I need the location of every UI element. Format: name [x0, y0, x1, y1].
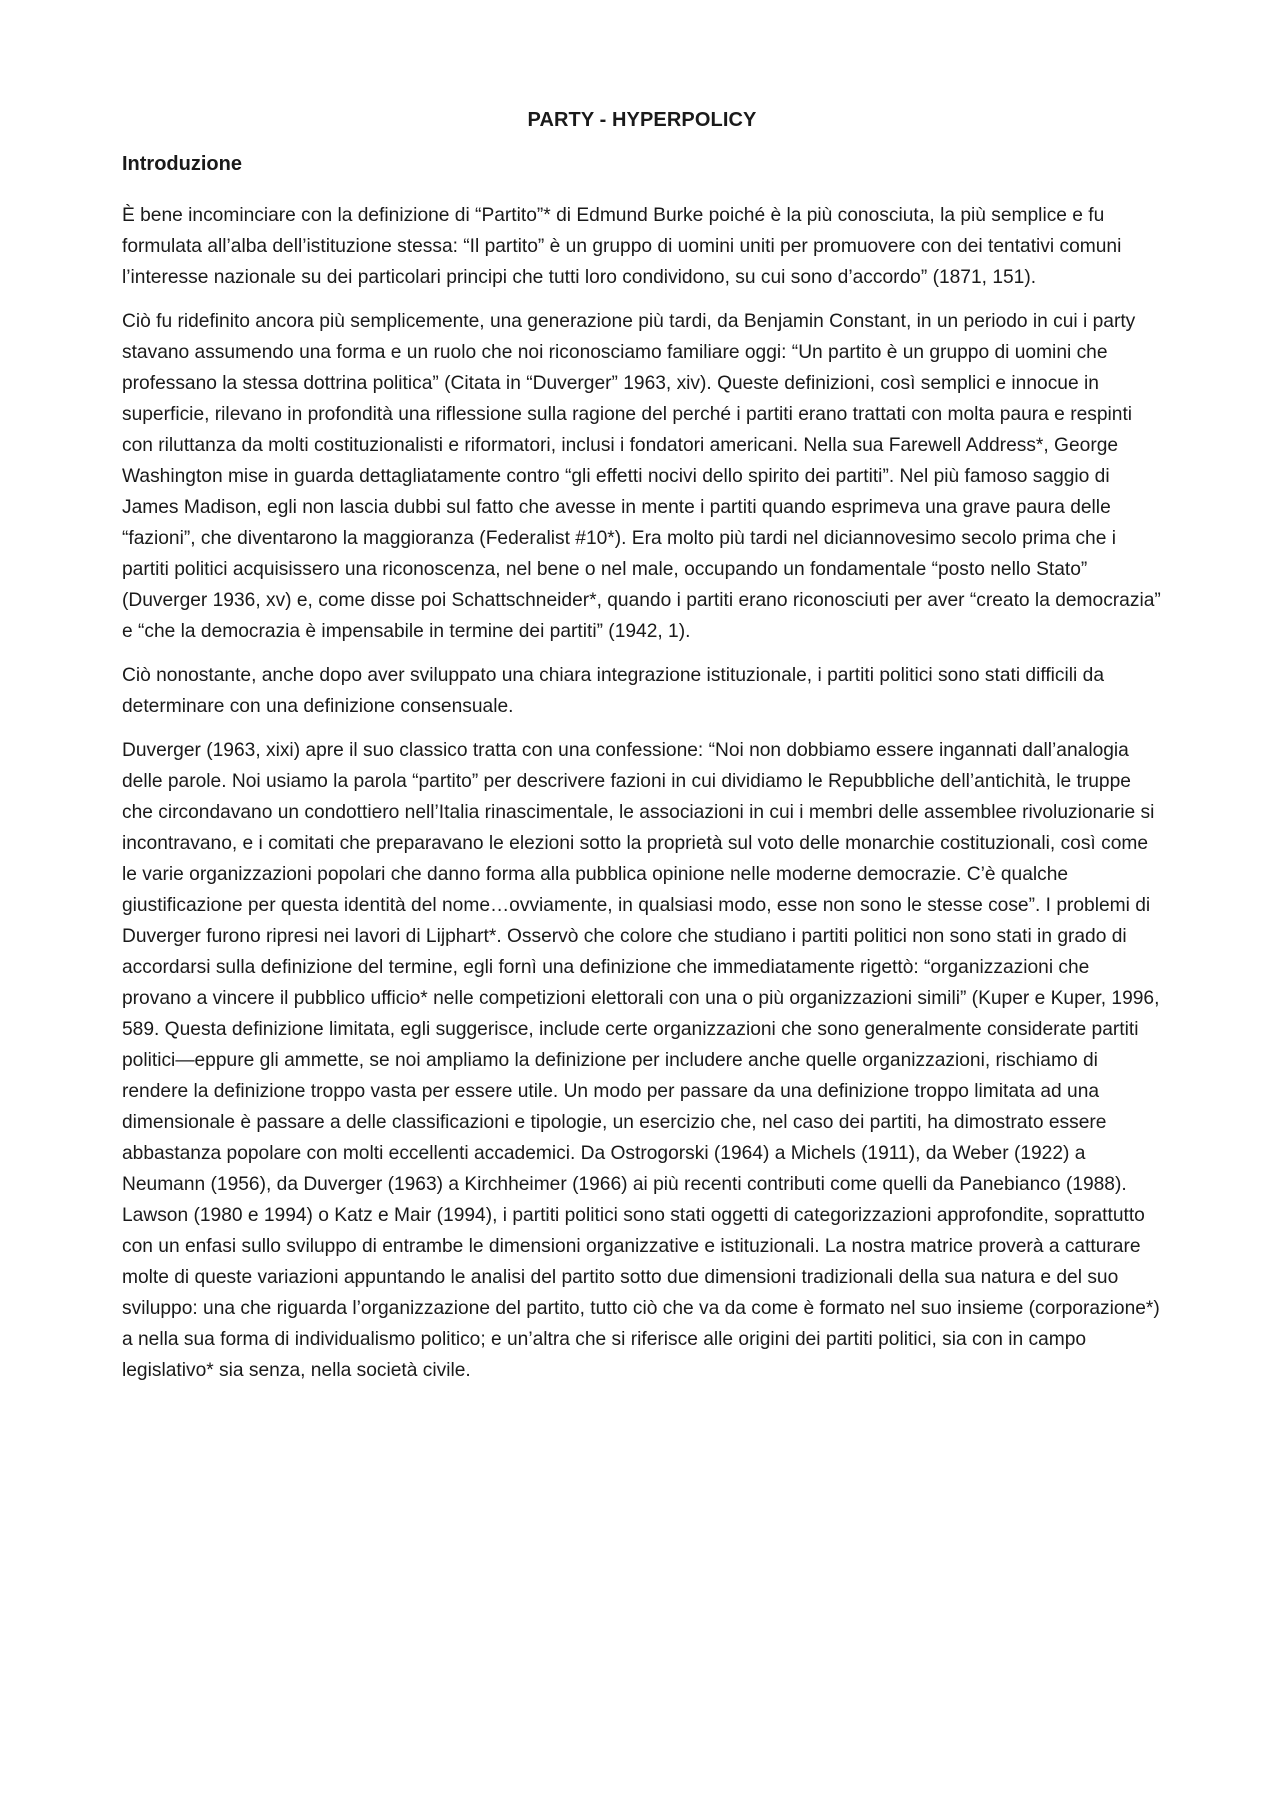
document-page: [122, 108, 1162, 1399]
document-title: PARTY - HYPERPOLICY: [527, 109, 757, 131]
paragraph-4: Duverger (1963, xixi) apre il suo classico tratta con una confessione: “Noi non dobbiamo essere ingannati dall’analogia delle parole. Noi usiamo la parola “partito” per descrivere fazioni in cui dividiamo le Repubbliche dell’antichità, le truppe che circondavano un condottiero nell’Italia rinascimentale, le associazioni in cui i membri delle assemblee rivoluzionarie si incontravano, e i comitati che preparavano le elezioni sotto la proprietà sul voto delle monarchie costituzionali, così come le varie organizzazioni popolari che danno forma alla pubblica opinione nelle moderne democrazie. C’è qualche giustificazione per questa identità del nome…ovviamente, in qualsiasi modo, esse non sono le stesse cose”. I problemi di Duverger furono ripresi nei lavori di Lijphart*. Osservò che colore che studiano i partiti politici non sono stati in grado di accordarsi sulla definizione del termine, egli fornì una definizione che immediatamente rigettò: “organizzazioni che provano a vincere il pubblico ufficio* nelle competizioni elettorali con una o più organizzazioni simili” (Kuper e Kuper, 1996, 589. Questa definizione limitata, egli suggerisce, include certe organizzazioni che sono generalmente considerate partiti politici—eppure gli ammette, se noi ampliamo la definizione per includere anche quelle organizzazioni, rischiamo di rendere la definizione troppo vasta per essere utile. Un modo per passare da una definizione troppo limitata ad una dimensionale è passare a delle classificazioni e tipologie, un esercizio che, nel caso dei partiti, ha dimostrato essere abbastanza popolare con molti eccellenti accademici. Da Ostrogorski (1964) a Michels (1911), da Weber (1922) a Neumann (1956), da Duverger (1963) a Kirchheimer (1966) ai più recenti contributi come quelli da Panebianco (1988). Lawson (1980 e 1994) o Katz e Mair (1994), i partiti politici sono stati oggetti di categorizzazioni approfondite, soprattutto con un enfasi sullo sviluppo di entrambe le dimensioni organizzative e istituzionali. La nostra matrice proverà a catturare molte di queste variazioni appuntando le analisi del partito sotto due dimensioni tradizionali della sua natura e del suo sviluppo: una che riguarda l’organizzazione del partito, tutto ciò che va da come è formato nel suo insieme (corporazione*) a nella sua forma di individualismo politico; e un’altra che si riferisce alle origini dei partiti politici, sia con in campo legislativo* sia senza, nella società civile.: [122, 740, 1160, 1381]
paragraph-1: È bene incominciare con la definizione di “Partito”* di Edmund Burke poiché è la più conosciuta, la più semplice e fu formulata all’alba dell’istituzione stessa: “Il partito” è un gruppo di uomini uniti per promuovere con dei tentativi comuni l’interesse nazionale su dei particolari principi che tutti loro condividono, su cui sono d’accordo” (1871, 151).: [122, 205, 1122, 288]
paragraph-3: Ciò nonostante, anche dopo aver sviluppato una chiara integrazione istituzionale, i partiti politici sono stati difficili da determinare con una definizione consensuale.: [122, 665, 1104, 717]
paragraph-2: Ciò fu ridefinito ancora più semplicemente, una generazione più tardi, da Benjamin Constant, in un periodo in cui i party stavano assumendo una forma e un ruolo che noi riconosciamo familiare oggi: “Un partito è un gruppo di uomini che professano la stessa dottrina politica” (Citata in “Duverger” 1963, xiv). Queste definizioni, così semplici e innocue in superficie, rilevano in profondità una riflessione sulla ragione del perché i partiti erano trattati con molta paura e respinti con riluttanza da molti costituzionalisti e riformatori, inclusi i fondatori americani. Nella sua Farewell Address*, George Washington mise in guarda dettagliatamente contro “gli effetti nocivi dello spirito dei partiti”. Nel più famoso saggio di James Madison, egli non lascia dubbi sul fatto che avesse in mente i partiti quando esprimeva una grave paura delle “fazioni”, che diventarono la maggioranza (Federalist #10*). Era molto più tardi nel diciannovesimo secolo prima che i partiti politici acquisissero una riconoscenza, nel bene o nel male, occupando un fondamentale “posto nello Stato” (Duverger 1936, xv) e, come disse poi Schattschneider*, quando i partiti erano riconosciuti per aver “creato la democrazia” e “che la democrazia è impensabile in termine dei partiti” (1942, 1).: [122, 311, 1161, 642]
section-heading: Introduzione: [122, 153, 242, 175]
